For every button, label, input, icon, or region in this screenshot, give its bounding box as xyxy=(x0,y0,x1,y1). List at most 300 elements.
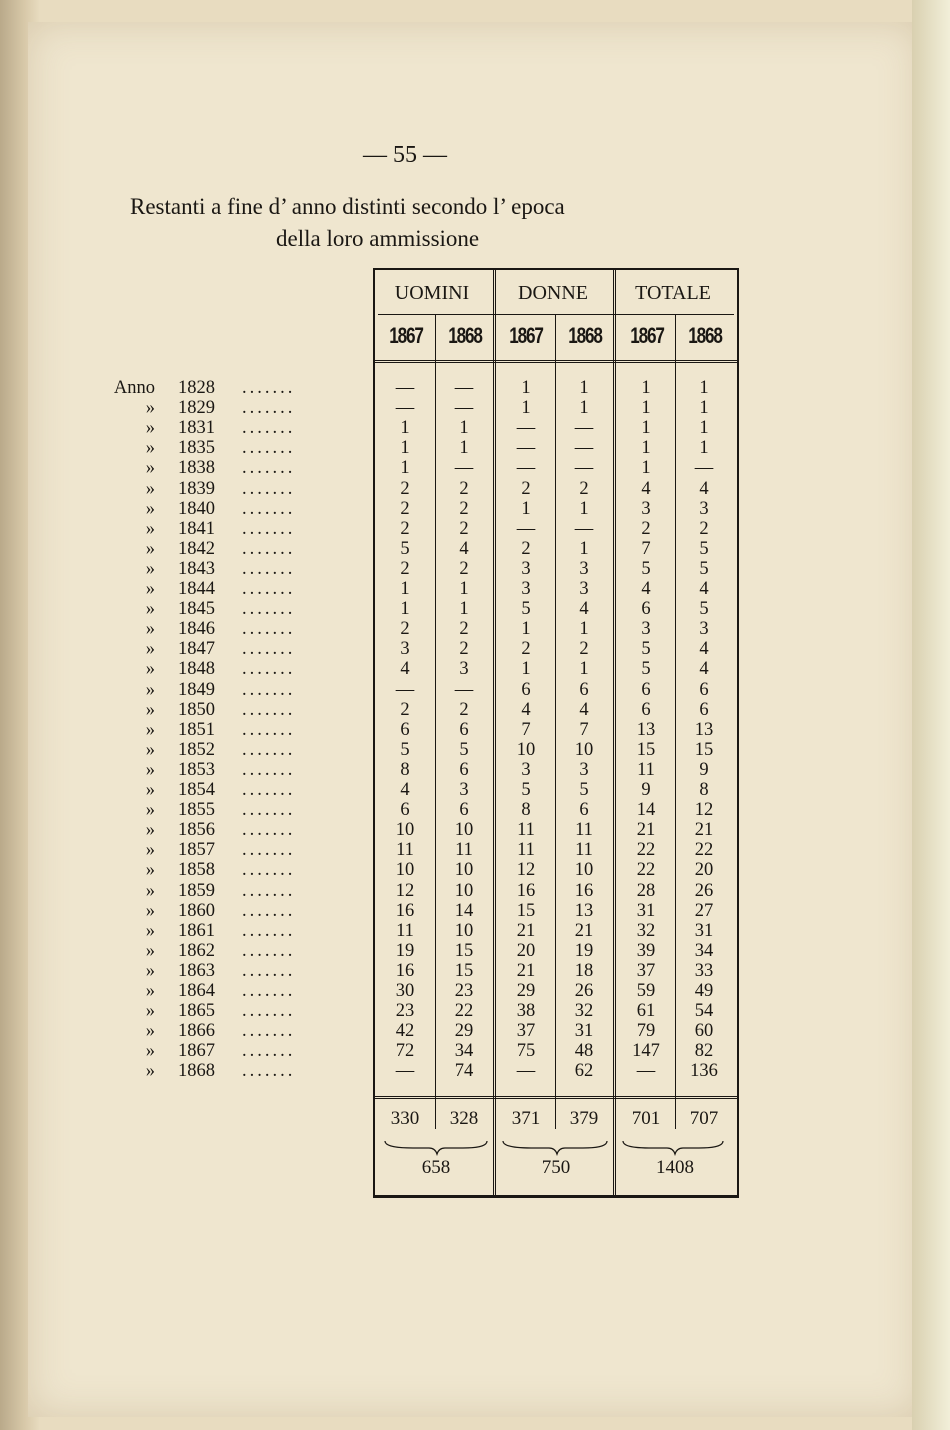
cell-value: 13 xyxy=(574,900,594,921)
cell-value: 2 xyxy=(459,478,469,499)
row-label: » xyxy=(145,558,155,579)
row-year: 1851 xyxy=(178,719,215,740)
cell-value: 32 xyxy=(574,1001,594,1022)
cell-value: 5 xyxy=(459,739,469,760)
row-label: » xyxy=(145,739,155,760)
cell-value: 34 xyxy=(694,940,714,961)
leader-dots: ....... xyxy=(242,1021,296,1042)
leader-dots: ....... xyxy=(242,699,296,720)
table-row xyxy=(95,619,735,639)
cell-value: 37 xyxy=(636,960,656,981)
row-year: 1844 xyxy=(178,579,215,599)
total-cell: 330 xyxy=(390,1108,420,1129)
leader-dots: ....... xyxy=(242,719,296,740)
table-row xyxy=(95,820,735,840)
cell-value: 3 xyxy=(641,619,651,640)
cell-value: 3 xyxy=(579,558,589,579)
row-label: » xyxy=(145,800,155,821)
table-row xyxy=(95,881,735,901)
leader-dots: ....... xyxy=(242,900,296,921)
cell-value: — xyxy=(516,438,536,459)
cell-value: 1 xyxy=(400,599,410,620)
cell-value: 6 xyxy=(641,679,651,700)
cell-value: 34 xyxy=(454,1041,474,1062)
row-year: 1838 xyxy=(178,458,215,479)
cell-value: 4 xyxy=(641,579,651,599)
cell-value: 8 xyxy=(521,800,531,821)
cell-value: 27 xyxy=(694,900,714,921)
cell-value: 1 xyxy=(699,438,709,459)
leader-dots: ....... xyxy=(242,981,296,1001)
row-year: 1846 xyxy=(178,619,215,640)
cell-value: 21 xyxy=(694,820,714,841)
cell-value: 5 xyxy=(521,599,531,620)
cell-value: 4 xyxy=(521,699,531,720)
cell-value: 7 xyxy=(521,719,531,740)
leader-dots: ....... xyxy=(242,1061,296,1082)
total-cell: 701 xyxy=(631,1108,661,1129)
table-row xyxy=(95,639,735,659)
cell-value: 4 xyxy=(699,579,709,599)
row-year: 1839 xyxy=(178,478,215,499)
cell-value: 32 xyxy=(636,920,656,941)
cell-value: 5 xyxy=(699,558,709,579)
cell-value: 82 xyxy=(694,1041,714,1062)
cell-value: 60 xyxy=(694,1021,714,1042)
row-label: » xyxy=(145,1001,155,1022)
cell-value: 14 xyxy=(454,900,474,921)
cell-value: — xyxy=(454,458,474,479)
cell-value: 1 xyxy=(699,378,709,398)
year-header: 1867 xyxy=(630,323,664,348)
cell-value: 49 xyxy=(694,981,714,1001)
table-row xyxy=(95,961,735,981)
row-year: 1843 xyxy=(178,558,215,579)
cell-value: 16 xyxy=(395,900,415,921)
cell-value: 9 xyxy=(699,759,709,780)
cell-value: 62 xyxy=(574,1061,594,1082)
cell-value: 147 xyxy=(632,1041,660,1062)
group-header-totale: TOTALE xyxy=(635,282,711,304)
cell-value: 1 xyxy=(459,418,469,439)
group-header-donne: DONNE xyxy=(518,282,588,304)
row-year: 1852 xyxy=(178,739,215,760)
cell-value: 4 xyxy=(579,699,589,720)
cell-value: — xyxy=(395,1061,415,1082)
row-year: 1857 xyxy=(178,840,215,861)
cell-value: 16 xyxy=(395,960,415,981)
cell-value: 8 xyxy=(400,759,410,780)
cell-value: 29 xyxy=(454,1021,474,1042)
leader-dots: ....... xyxy=(242,639,296,660)
cell-value: 6 xyxy=(400,800,410,821)
cell-value: 21 xyxy=(574,920,594,941)
table-row xyxy=(95,659,735,679)
cell-value: 6 xyxy=(400,719,410,740)
cell-value: 1 xyxy=(641,418,651,439)
cell-value: 33 xyxy=(694,960,714,981)
table-row xyxy=(95,680,735,700)
table-row xyxy=(95,1021,735,1041)
row-label: » xyxy=(145,418,155,439)
cell-value: 74 xyxy=(454,1061,474,1082)
leader-dots: ....... xyxy=(242,619,296,640)
row-year: 1835 xyxy=(178,438,215,459)
cell-value: 6 xyxy=(521,679,531,700)
brace-totale xyxy=(623,1141,723,1154)
cell-value: 1 xyxy=(579,538,589,559)
grand-total-donne: 750 xyxy=(541,1157,571,1178)
cell-value: 72 xyxy=(395,1041,415,1062)
leader-dots: ....... xyxy=(242,759,296,780)
cell-value: — xyxy=(516,458,536,479)
cell-value: 1 xyxy=(699,398,709,419)
total-cell: 371 xyxy=(511,1108,541,1129)
cell-value: 37 xyxy=(516,1021,536,1042)
cell-value: — xyxy=(574,438,594,459)
cell-value: 30 xyxy=(395,981,415,1001)
cell-value: 2 xyxy=(579,478,589,499)
leader-dots: ....... xyxy=(242,820,296,841)
table-row xyxy=(95,1061,735,1081)
row-year: 1840 xyxy=(178,498,215,519)
page-number: — 55 — xyxy=(363,142,447,168)
row-label: » xyxy=(145,719,155,740)
row-year: 1864 xyxy=(178,981,215,1001)
cell-value: 31 xyxy=(574,1021,594,1042)
row-label: » xyxy=(145,579,155,599)
leader-dots: ....... xyxy=(242,880,296,901)
cell-value: 13 xyxy=(694,719,714,740)
leader-dots: ....... xyxy=(242,478,296,499)
cell-value: 2 xyxy=(400,478,410,499)
table-row xyxy=(95,438,735,458)
cell-value: 3 xyxy=(459,659,469,680)
cell-value: 2 xyxy=(400,518,410,539)
table-row xyxy=(95,418,735,438)
header-divider xyxy=(378,314,734,315)
row-label: » xyxy=(145,900,155,921)
cell-value: 15 xyxy=(694,739,714,760)
row-label: » xyxy=(145,619,155,640)
table-row xyxy=(95,559,735,579)
next-page-edge xyxy=(912,0,950,1430)
cell-value: 19 xyxy=(574,940,594,961)
table-row xyxy=(95,860,735,880)
cell-value: 15 xyxy=(516,900,536,921)
cell-value: 2 xyxy=(459,639,469,660)
row-year: 1865 xyxy=(178,1001,215,1022)
cell-value: 1 xyxy=(400,438,410,459)
cell-value: 5 xyxy=(699,599,709,620)
cell-value: 15 xyxy=(454,940,474,961)
year-header: 1868 xyxy=(568,323,602,348)
table-title xyxy=(130,190,690,256)
table-row xyxy=(95,539,735,559)
total-cell: 379 xyxy=(569,1108,599,1129)
table-row xyxy=(95,599,735,619)
cell-value: 22 xyxy=(636,860,656,881)
row-year: 1849 xyxy=(178,679,215,700)
cell-value: 1 xyxy=(521,619,531,640)
table-row xyxy=(95,800,735,820)
cell-value: 4 xyxy=(641,478,651,499)
cell-value: 2 xyxy=(699,518,709,539)
cell-value: 13 xyxy=(636,719,656,740)
cell-value: 1 xyxy=(521,378,531,398)
leader-dots: ....... xyxy=(242,398,296,419)
leader-dots: ....... xyxy=(242,518,296,539)
row-year: 1848 xyxy=(178,659,215,680)
row-year: 1854 xyxy=(178,780,215,800)
cell-value: 2 xyxy=(641,518,651,539)
cell-value: 61 xyxy=(636,1001,656,1022)
cell-value: 5 xyxy=(579,780,589,800)
cell-value: 1 xyxy=(579,498,589,519)
cell-value: 4 xyxy=(400,659,410,680)
row-year: 1855 xyxy=(178,800,215,821)
cell-value: 14 xyxy=(636,800,656,821)
table-row xyxy=(95,519,735,539)
row-label: » xyxy=(145,759,155,780)
cell-value: 10 xyxy=(454,880,474,901)
cell-value: 6 xyxy=(579,679,589,700)
cell-value: 15 xyxy=(636,739,656,760)
row-year: 1829 xyxy=(178,398,215,419)
table-row xyxy=(95,398,735,418)
cell-value: 2 xyxy=(521,538,531,559)
cell-value: — xyxy=(454,398,474,419)
cell-value: — xyxy=(574,458,594,479)
row-year: 1850 xyxy=(178,699,215,720)
cell-value: 2 xyxy=(459,619,469,640)
leader-dots: ....... xyxy=(242,840,296,861)
leader-dots: ....... xyxy=(242,538,296,559)
leader-dots: ....... xyxy=(242,800,296,821)
group-header-uomini: UOMINI xyxy=(394,282,470,304)
grand-total-totale: 1408 xyxy=(656,1157,694,1178)
row-year: 1860 xyxy=(178,900,215,921)
row-label: » xyxy=(145,458,155,479)
leader-dots: ....... xyxy=(242,960,296,981)
cell-value: 2 xyxy=(521,478,531,499)
grand-total-uomini: 658 xyxy=(421,1157,451,1178)
row-year: 1858 xyxy=(178,860,215,881)
cell-value: 3 xyxy=(521,759,531,780)
cell-value: — xyxy=(454,378,474,398)
cell-value: 9 xyxy=(641,780,651,800)
cell-value: 22 xyxy=(694,840,714,861)
cell-value: 10 xyxy=(454,820,474,841)
cell-value: 1 xyxy=(641,458,651,479)
cell-value: — xyxy=(395,398,415,419)
cell-value: 12 xyxy=(694,800,714,821)
table-row xyxy=(95,901,735,921)
leader-dots: ....... xyxy=(242,679,296,700)
cell-value: — xyxy=(516,1061,536,1082)
cell-value: 11 xyxy=(517,820,535,841)
row-label: » xyxy=(145,478,155,499)
cell-value: 10 xyxy=(395,820,415,841)
title-line-1: Restanti a fine d’ anno distinti secondo l’ epoca xyxy=(130,194,565,219)
cell-value: 1 xyxy=(459,599,469,620)
cell-value: — xyxy=(516,518,536,539)
year-header: 1868 xyxy=(688,323,722,348)
cell-value: 6 xyxy=(699,679,709,700)
row-label: » xyxy=(145,1021,155,1042)
cell-value: 1 xyxy=(400,418,410,439)
cell-value: 10 xyxy=(574,860,594,881)
cell-value: 2 xyxy=(459,699,469,720)
cell-value: 21 xyxy=(516,920,536,941)
cell-value: 23 xyxy=(454,981,474,1001)
cell-value: 20 xyxy=(694,860,714,881)
cell-value: 3 xyxy=(579,759,589,780)
leader-dots: ....... xyxy=(242,920,296,941)
leader-dots: ....... xyxy=(242,659,296,680)
cell-value: 4 xyxy=(579,599,589,620)
leader-dots: ....... xyxy=(242,739,296,760)
cell-value: 15 xyxy=(454,960,474,981)
table-row xyxy=(95,760,735,780)
row-label: » xyxy=(145,880,155,901)
row-label: » xyxy=(145,518,155,539)
cell-value: 7 xyxy=(641,538,651,559)
cell-value: 3 xyxy=(521,558,531,579)
cell-value: 10 xyxy=(454,860,474,881)
cell-value: — xyxy=(636,1061,656,1082)
year-header: 1867 xyxy=(509,323,543,348)
cell-value: 136 xyxy=(690,1061,718,1082)
row-label: » xyxy=(145,780,155,800)
cell-value: 5 xyxy=(699,538,709,559)
table-row xyxy=(95,840,735,860)
row-label: » xyxy=(145,960,155,981)
cell-value: 6 xyxy=(579,800,589,821)
row-label: » xyxy=(145,438,155,459)
row-year: 1856 xyxy=(178,820,215,841)
leader-dots: ....... xyxy=(242,498,296,519)
cell-value: 31 xyxy=(636,900,656,921)
cell-value: 6 xyxy=(699,699,709,720)
cell-value: 1 xyxy=(699,418,709,439)
cell-value: 4 xyxy=(400,780,410,800)
table-row xyxy=(95,941,735,961)
leader-dots: ....... xyxy=(242,780,296,800)
row-year: 1861 xyxy=(178,920,215,941)
cell-value: — xyxy=(574,518,594,539)
cell-value: 42 xyxy=(395,1021,415,1042)
cell-value: 2 xyxy=(521,639,531,660)
row-year: 1859 xyxy=(178,880,215,901)
table-row xyxy=(95,378,735,398)
cell-value: 2 xyxy=(400,558,410,579)
cell-value: 11 xyxy=(575,820,593,841)
row-label: » xyxy=(145,860,155,881)
row-label: » xyxy=(145,1041,155,1062)
cell-value: 22 xyxy=(636,840,656,861)
cell-value: 19 xyxy=(395,940,415,961)
cell-value: — xyxy=(395,679,415,700)
table-row xyxy=(95,740,735,760)
cell-value: 1 xyxy=(579,378,589,398)
cell-value: 6 xyxy=(641,599,651,620)
cell-value: 12 xyxy=(395,880,415,901)
cell-value: 1 xyxy=(641,378,651,398)
cell-value: 1 xyxy=(521,659,531,680)
table-row xyxy=(95,921,735,941)
cell-value: — xyxy=(454,679,474,700)
row-label: » xyxy=(145,1061,155,1082)
leader-dots: ....... xyxy=(242,1001,296,1022)
table-row xyxy=(95,700,735,720)
cell-value: 1 xyxy=(579,398,589,419)
cell-value: 10 xyxy=(454,920,474,941)
title-line-2: della loro ammissione xyxy=(276,226,480,251)
table-row xyxy=(95,780,735,800)
cell-value: 29 xyxy=(516,981,536,1001)
row-label: » xyxy=(145,679,155,700)
cell-value: 4 xyxy=(699,478,709,499)
cell-value: 11 xyxy=(637,759,655,780)
row-year: 1847 xyxy=(178,639,215,660)
cell-value: 5 xyxy=(641,639,651,660)
cell-value: 22 xyxy=(454,1001,474,1022)
cell-value: 2 xyxy=(459,518,469,539)
brace-uomini xyxy=(385,1141,487,1154)
cell-value: 1 xyxy=(459,438,469,459)
cell-value: 2 xyxy=(400,619,410,640)
row-year: 1867 xyxy=(178,1041,215,1062)
cell-value: 3 xyxy=(579,579,589,599)
cell-value: 6 xyxy=(459,800,469,821)
cell-value: 3 xyxy=(699,619,709,640)
cell-value: 59 xyxy=(636,981,656,1001)
cell-value: 3 xyxy=(699,498,709,519)
cell-value: 3 xyxy=(641,498,651,519)
row-year: 1831 xyxy=(178,418,215,439)
row-year: 1845 xyxy=(178,599,215,620)
totals-rule xyxy=(375,1096,737,1099)
cell-value: 21 xyxy=(516,960,536,981)
cell-value: 21 xyxy=(636,820,656,841)
row-label: » xyxy=(145,659,155,680)
row-label: » xyxy=(145,699,155,720)
cell-value: 26 xyxy=(694,880,714,901)
cell-value: 3 xyxy=(459,780,469,800)
row-label: » xyxy=(145,820,155,841)
leader-dots: ....... xyxy=(242,458,296,479)
cell-value: — xyxy=(395,378,415,398)
cell-value: 16 xyxy=(574,880,594,901)
row-label: » xyxy=(145,920,155,941)
row-year: 1842 xyxy=(178,538,215,559)
total-cell: 328 xyxy=(449,1108,479,1129)
cell-value: — xyxy=(694,458,714,479)
cell-value: 6 xyxy=(641,699,651,720)
leader-dots: ....... xyxy=(242,579,296,599)
table-row xyxy=(95,720,735,740)
year-header: 1867 xyxy=(389,323,423,348)
cell-value: 5 xyxy=(641,558,651,579)
cell-value: 5 xyxy=(400,739,410,760)
cell-value: 1 xyxy=(521,398,531,419)
row-label: » xyxy=(145,538,155,559)
row-year: 1862 xyxy=(178,940,215,961)
cell-value: 5 xyxy=(400,538,410,559)
leader-dots: ....... xyxy=(242,418,296,439)
cell-value: 1 xyxy=(641,438,651,459)
